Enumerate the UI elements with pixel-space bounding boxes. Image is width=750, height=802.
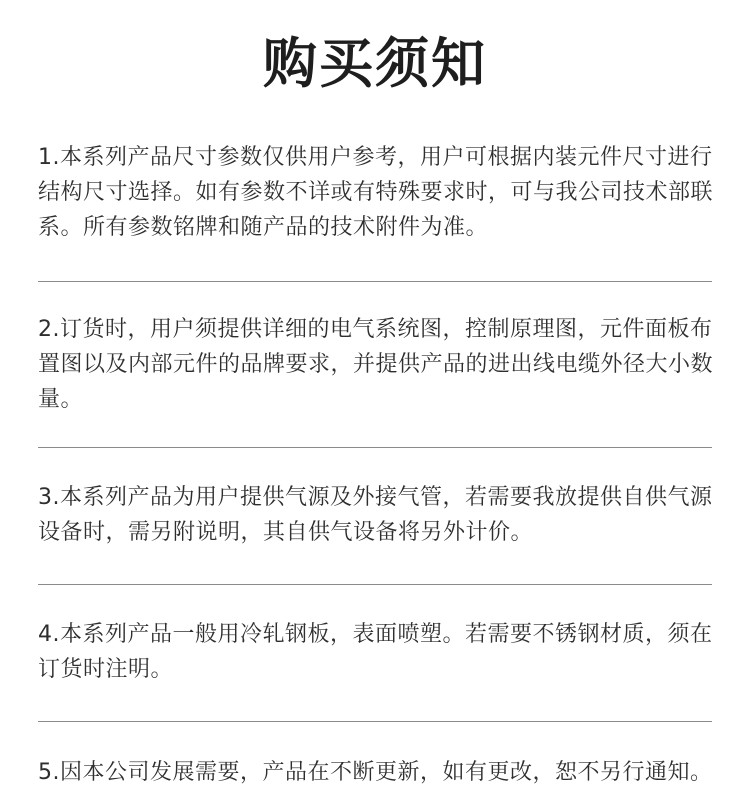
notice-item-3: 3.本系列产品为用户提供气源及外接气管，若需要我放提供自供气源设备时，需另附说明，其自供气设备将另外计价。	[38, 485, 713, 545]
notice-item-4: 4.本系列产品一般用冷轧钢板，表面喷塑。若需要不锈钢材质，须在订货时注明。	[38, 622, 713, 682]
divider	[38, 584, 712, 585]
divider	[38, 721, 712, 722]
page-title: 购买须知	[263, 32, 487, 95]
divider	[38, 447, 712, 448]
notice-item-2: 2.订货时，用户须提供详细的电气系统图，控制原理图，元件面板布置图以及内部元件的品牌要求，并提供产品的进出线电缆外径大小数量。	[38, 317, 714, 412]
notice-item-1: 1.本系列产品尺寸参数仅供用户参考，用户可根据内装元件尺寸进行结构尺寸选择。如有参数不详或有特殊要求时，可与我公司技术部联系。所有参数铭牌和随产品的技术附件为准。	[38, 145, 714, 240]
divider	[38, 281, 712, 282]
notice-item-5: 5.因本公司发展需要，产品在不断更新，如有更改，恕不另行通知。	[38, 760, 713, 785]
